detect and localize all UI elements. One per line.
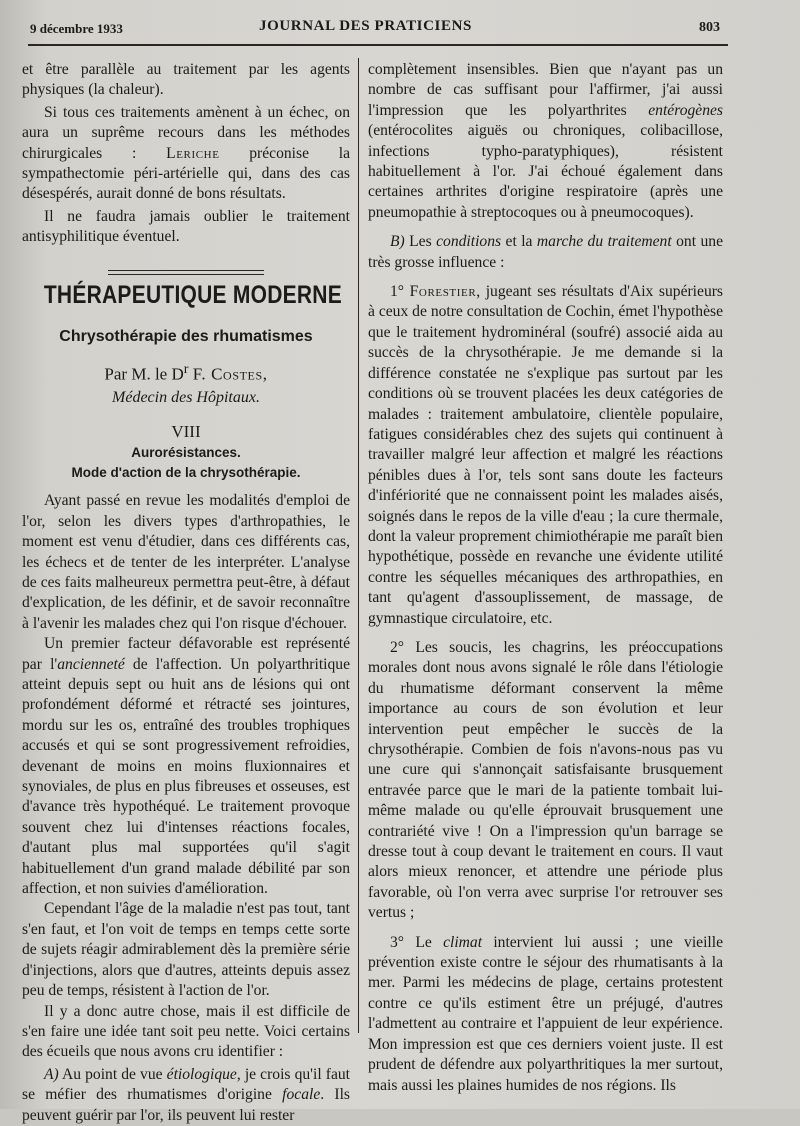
header-rule [28, 44, 728, 46]
right-column [368, 60, 723, 1096]
paragraph: 1° Forestier, jugeant ses résultats d'Aix supérieurs à ceux de notre consultation de Cochin, émet l'hypothèse que le traitement hydrominéral (soufré) associé aida au succès de la chrysothérapie. Je me demande si la différence constatée ne s'explique pas surtout par les conditions où se trouvent placées les deux catégories de malades : traitement ambulatoire, clientèle populaire, fatigues considérables chez des sujets qui continuent à travailler malgré leur affection et malgré les réactions pénibles dues à l'or, tels sont sans doute les facteurs d'infériorité que ne connaissent point les malades aisés, soignés dans le repos de la ville d'eau ; la cure thermale, dont la valeur proprement chimiothérapie me paraît bien hypothétique, possède en revanche une évidente utilité contre les séquelles mécaniques des arthropathies, en tant qu'agent d'assouplissement, de massage, de gymnastique circulatoire, etc. [368, 283, 723, 627]
section-title: THÉRAPEUTIQUE MODERNE [43, 280, 342, 309]
header-date: 9 décembre 1933 [30, 21, 123, 36]
paragraph: Cependant l'âge de la maladie n'est pas tout, tant s'en faut, et l'on voit de temps en temps cette sorte de sujets réagir admirablement dès la première série d'injections, alors que d'autres, atteints depuis assez peu de temps, résistent à l'action de l'or. [22, 900, 350, 1000]
article-title: Chrysothérapie des rhumatismes [59, 328, 313, 346]
header-page-number: 803 [699, 20, 720, 35]
paragraph: Un premier facteur défavorable est représenté par l'ancienneté de l'affection. Un polyarthritique atteint depuis sept ou huit ans de lésions qui ont profondément déformé et rétracté ses jointures, mordu sur les os, entraîné des troubles trophiques accusés et qui se sont progressivement refroidies, devenant de moins en moins fluxionnaires et synoviales, de plus en plus fibreuses et osseuses, est d'avance très hypothéqué. Le traitement provoque souvent chez lui d'intenses réactions focales, d'autant plus mal supportées qu'il s'agit habituellement d'un grand malade débilité par son affection, et non suivies d'amélioration. [22, 635, 350, 898]
paragraph: Si tous ces traitements amènent à un échec, on aura un suprême recours dans les méthodes chirurgicales : Leriche préconise la sympathectomie péri-artérielle qui, dans des cas désespérés, aurait donné de bons résultats. [22, 103, 350, 203]
part-number: VIII [171, 421, 201, 441]
paragraph: B) Les conditions et la marche du traitement ont une très grosse influence : [368, 233, 723, 271]
section-separator [108, 270, 264, 275]
author-name: Leriche [166, 144, 220, 162]
byline: Par M. le $D^r$ F. Costes, [104, 361, 268, 385]
header-journal-title: JOURNAL DES PRATICIENS [259, 18, 472, 34]
paragraph: 3° Le climat intervient lui aussi ; une vieille prévention existe contre le séjour des rhumatisants à la mer. Parmi les médecins de plage, certains protestent contre ce qu'ils estiment être un préjugé, d'autres l'admettent au contraire et l'appuient de leur expérience. Mon impression est que ces derniers voient juste. Il est prudent de défendre aux polyarthritiques la mer surtout, mais aussi les plaines humides de nos régions. Ils [368, 933, 723, 1094]
paragraph: Il y a donc autre chose, mais il est difficile de s'en faire une idée tant soit peu nette. Voici certains des écueils que nous avons cru identifier : [22, 1002, 350, 1061]
paragraph: A) Au point de vue étiologique, je crois qu'il faut se méfier des rhumatismes d'origine focale. Ils peuvent guérir par l'or, ils peuvent lui rester [22, 1065, 350, 1124]
paragraph: et être parallèle au traitement par les agents physiques (la chaleur). [22, 61, 350, 99]
column-divider [358, 58, 359, 1033]
paragraph: complètement insensibles. Bien que n'ayant pas un nombre de cas suffisant pour l'affirmer, j'ai aussi l'impression que les polyarthrites entérogènes (entérocolites aiguës ou chroniques, colibacillose, infections typho-paratyphiques), résistent habituellement à l'or. J'ai échoué également dans certaines arthrites d'origine respiratoire (après une pneumopathie à streptocoques ou à pneumocoques). [368, 61, 723, 221]
subheading: Mode d'action de la chrysothérapie. [71, 465, 301, 481]
subheading: Aurorésistances. [131, 445, 241, 461]
author-name: Forestier [409, 283, 477, 301]
running-header [30, 18, 720, 40]
left-column [22, 60, 350, 1126]
paragraph: Il ne faudra jamais oublier le traitement antisyphilitique éventuel. [22, 207, 350, 246]
paragraph: 2° Les soucis, les chagrins, les préoccupations morales dont nous avons signalé le rôle dans l'étiologie du rhumatisme déformant conservent la même importance au cours de son évolution et leur intervention peut empêcher le succès de la chrysothérapie. Combien de fois n'avons-nous pas vu une cure qui s'annonçait satisfaisante brusquement entravée parce que le mari de la patiente tombait lui-même malade ou qu'elle éprouvait brusquement une contrariété vive ! On a l'impression qu'un barrage se dresse tout à coup devant le traitement en cours. Il vaut alors mieux renoncer, et attendre une période plus favorable, où l'on verra avec surprise l'or retrouver ses vertus ; [368, 638, 723, 922]
byline-author: F. Costes, [192, 365, 268, 385]
author-affiliation: Médecin des Hôpitaux. [112, 388, 260, 406]
paragraph: Ayant passé en revue les modalités d'emploi de l'or, selon les divers types d'arthropathies, le moment est venu d'étudier, dans ces différents cas, les échecs et de tenter de les interpréter. L'analyse de ces faits malheureux permettra peut-être, à défaut d'explication, de les définir, et de savoir reconnaître à l'avenir les malades chez qui l'on risque d'échouer. [22, 492, 350, 632]
